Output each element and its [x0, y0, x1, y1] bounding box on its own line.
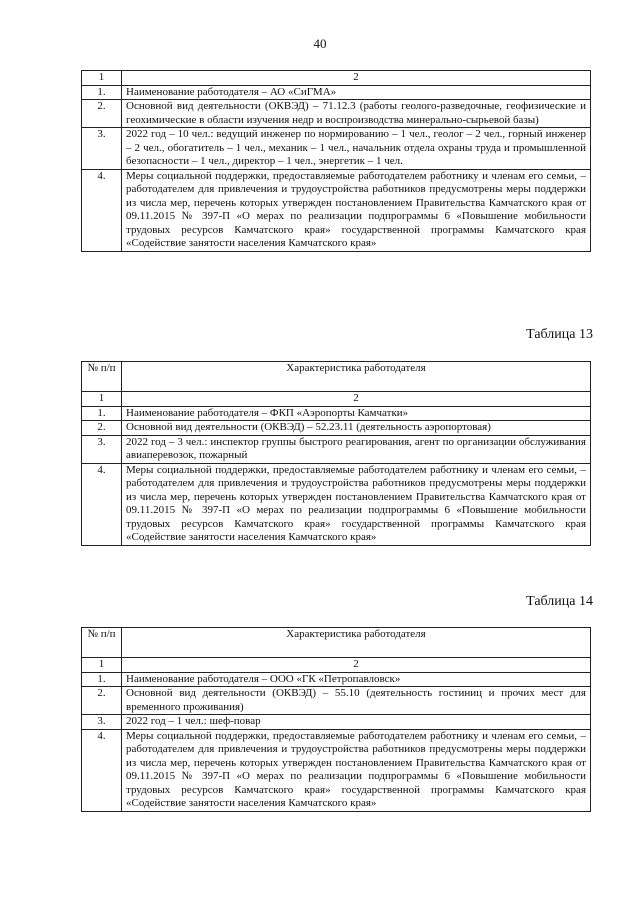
- table-header-index-row: [82, 392, 591, 407]
- table-13-caption: Таблица 13: [526, 327, 593, 342]
- employer-table-14: [81, 627, 591, 812]
- table-row: [82, 729, 591, 811]
- table-row: [82, 687, 591, 715]
- row-text: Наименование работодателя – АО «СиГМА»: [122, 85, 591, 100]
- table-row: [82, 672, 591, 687]
- table-header-row: [82, 362, 591, 392]
- row-text: Меры социальной поддержки, предоставляемые работодателем работнику и членам его семьи, – работодателем для привлечения и трудоустройства работников предусмотрены меры поддержки из числа мер, перечень которых утвержден постановлением Правительства Камчатского края от 09.11.2015 № 397-П «О мерах по реализации подпрограммы 6 «Повышение мобильности трудовых ресурсов Камчатского края» государственной программы Камчатского края «Содействие занятости населения Камчатского края»: [122, 169, 591, 251]
- row-number: 1.: [82, 85, 122, 100]
- table-row: [82, 169, 591, 251]
- table-row: [82, 85, 591, 100]
- row-text: Меры социальной поддержки, предоставляемые работодателем работнику и членам его семьи, – работодателем для привлечения и трудоустройства работников предусмотрены меры поддержки из числа мер, перечень которых утвержден постановлением Правительства Камчатского края от 09.11.2015 № 397-П «О мерах по реализации подпрограммы 6 «Повышение мобильности трудовых ресурсов Камчатского края» государственной программы Камчатского края «Содействие занятости населения Камчатского края»: [122, 463, 591, 545]
- row-text: Меры социальной поддержки, предоставляемые работодателем работнику и членам его семьи, – работодателем для привлечения и трудоустройства работников предусмотрены меры поддержки из числа мер, перечень которых утвержден постановлением Правительства Камчатского края от 09.11.2015 № 397-П «О мерах по реализации подпрограммы 6 «Повышение мобильности трудовых ресурсов Камчатского края» государственной программы Камчатского края «Содействие занятости населения Камчатского края»: [122, 729, 591, 811]
- table-row: [82, 715, 591, 730]
- row-number: 1.: [82, 406, 122, 421]
- row-text: 2022 год – 3 чел.: инспектор группы быстрого реагирования, агент по организации обслуживания авиаперевозок, пожарный: [122, 435, 591, 463]
- row-number: 3.: [82, 715, 122, 730]
- column-header-characteristic: Характеристика работодателя: [122, 628, 591, 658]
- employer-table-13: [81, 361, 591, 546]
- column-header-number: № п/п: [82, 628, 122, 658]
- row-text: Основной вид деятельности (ОКВЭД) – 55.10 (деятельность гостиниц и прочих мест для временного проживания): [122, 687, 591, 715]
- column-header-number: № п/п: [82, 362, 122, 392]
- table-row: [82, 128, 591, 170]
- column-index-2: 2: [122, 392, 591, 407]
- table-row: [82, 463, 591, 545]
- row-text: Наименование работодателя – ФКП «Аэропорты Камчатки»: [122, 406, 591, 421]
- table-row: [82, 435, 591, 463]
- page-number: 40: [313, 36, 327, 51]
- row-text: 2022 год – 1 чел.: шеф-повар: [122, 715, 591, 730]
- table-header-index-row: [82, 658, 591, 673]
- table-row: [82, 100, 591, 128]
- row-number: 1.: [82, 672, 122, 687]
- row-number: 2.: [82, 421, 122, 436]
- table-header-row: [82, 628, 591, 658]
- row-text: Основной вид деятельности (ОКВЭД) – 52.23.11 (деятельность аэропортовая): [122, 421, 591, 436]
- row-number: 2.: [82, 100, 122, 128]
- row-number: 2.: [82, 687, 122, 715]
- table-row: [82, 421, 591, 436]
- row-number: 4.: [82, 463, 122, 545]
- row-number: 3.: [82, 435, 122, 463]
- row-number: 3.: [82, 128, 122, 170]
- table-row: [82, 406, 591, 421]
- column-index-1: 1: [82, 658, 122, 673]
- column-index-1: 1: [82, 392, 122, 407]
- table-14-caption: Таблица 14: [526, 594, 593, 609]
- table-header-index-row: [82, 71, 591, 86]
- row-text: Наименование работодателя – ООО «ГК «Петропавловск»: [122, 672, 591, 687]
- row-number: 4.: [82, 169, 122, 251]
- row-text: Основной вид деятельности (ОКВЭД) – 71.12.3 (работы геолого-разведочные, геофизические и геохимические в области изучения недр и воспроизводства минерально-сырьевой базы): [122, 100, 591, 128]
- row-number: 4.: [82, 729, 122, 811]
- employer-table-12: [81, 70, 591, 252]
- column-index-2: 2: [122, 658, 591, 673]
- column-index-2: 2: [122, 71, 591, 86]
- row-text: 2022 год – 10 чел.: ведущий инженер по нормированию – 1 чел., геолог – 2 чел., горный инженер – 2 чел., обогатитель – 1 чел., механик – 1 чел., начальник отдела охраны труда и промышленной безопасности – 1 чел., директор – 1 чел., энергетик – 1 чел.: [122, 128, 591, 170]
- column-index-1: 1: [82, 71, 122, 86]
- column-header-characteristic: Характеристика работодателя: [122, 362, 591, 392]
